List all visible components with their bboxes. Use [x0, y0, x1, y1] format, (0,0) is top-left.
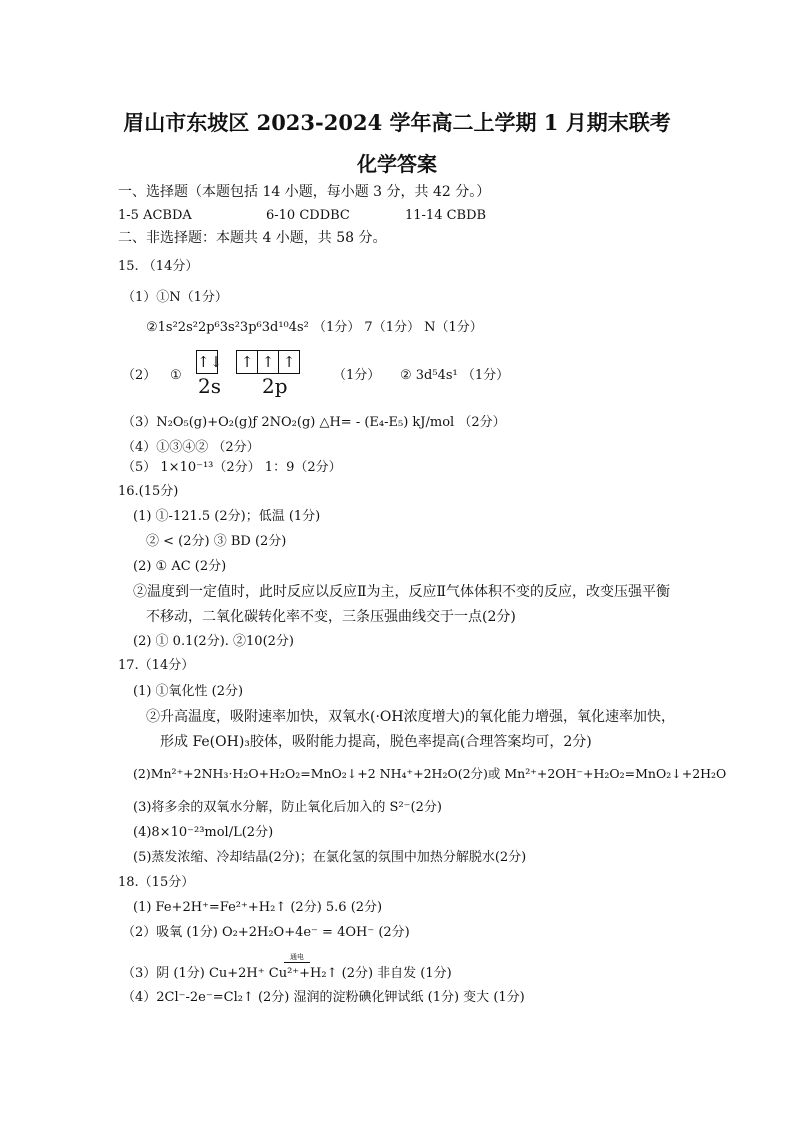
q15-line4: （3）N₂O₅(g)+O₂(g)ƒ 2NO₂(g) △H= - (E₄-E₅) kJ/mol （2分）: [122, 415, 506, 430]
q15-line3-circle1: ①: [170, 368, 182, 383]
q17-line6: (4)8×10⁻²³mol/L(2分): [133, 825, 274, 840]
q18-line3: （3）阴 (1分) Cu+2H⁺ Cu²⁺+H₂↑ (2分) 非自发 (1分): [122, 966, 452, 981]
q17-line2: ②升高温度，吸附速率加快，双氧水(·OH浓度增大)的氧化能力增强，氧化速率加快，: [146, 709, 676, 725]
q15-heading: 15. （14分）: [118, 259, 199, 274]
q15-line3-score: （1分）: [333, 368, 381, 383]
q15-line5: （4）①③④② （2分）: [122, 440, 260, 455]
q16-line5: 不移动，二氧化碳转化率不变，三条压强曲线交于一点(2分): [146, 609, 516, 625]
orbital-box-2p-2: ↑: [258, 350, 279, 374]
orbital-2p-label: 2p: [262, 374, 288, 398]
answers-11-14: 11-14 CBDB: [405, 208, 487, 223]
orbital-box-2s: ↑↓: [196, 350, 218, 374]
q16-line3: (2) ① AC (2分): [133, 559, 227, 574]
q17-line7: (5)蒸发浓缩、冷却结晶(2分)；在氯化氢的氛围中加热分解脱水(2分): [133, 850, 527, 865]
q17-heading: 17.（14分）: [118, 658, 195, 673]
answers-6-10: 6-10 CDDBC: [266, 208, 350, 223]
reaction-arrow-line: [284, 962, 310, 963]
q15-line6: （5） 1×10⁻¹³（2分） 1：9（2分）: [122, 460, 342, 475]
orbital-box-2p-3: ↑: [279, 350, 300, 374]
q18-line1: (1) Fe+2H⁺=Fe²⁺+H₂↑ (2分) 5.6 (2分): [133, 900, 383, 915]
page-subtitle: 化学答案: [357, 152, 437, 176]
q16-line4: ②温度到一定值时，此时反应以反应Ⅱ为主，反应Ⅱ气体体积不变的反应，改变压强平衡: [133, 584, 671, 600]
q16-line6: (2) ① 0.1(2分). ②10(2分): [133, 634, 294, 649]
q16-line2: ② < (2分) ③ BD (2分): [146, 534, 287, 549]
q18-line2: （2）吸氧 (1分) O₂+2H₂O+4e⁻ = 4OH⁻ (2分): [122, 925, 410, 940]
q15-line2: ②1s²2s²2p⁶3s²3p⁶3d¹⁰4s² （1分） 7（1分） N（1分）: [146, 320, 483, 335]
answers-1-5: 1-5 ACBDA: [118, 208, 192, 223]
orbital-2s: [196, 350, 223, 374]
q16-line1: (1) ①-121.5 (2分)；低温 (1分): [133, 509, 321, 524]
q15-line1: （1）①N（1分）: [122, 290, 228, 305]
q18-heading: 18.（15分）: [118, 875, 195, 890]
section2-heading: 二、非选择题：本题共 4 小题，共 58 分。: [118, 230, 387, 246]
orbital-2p: [236, 350, 300, 374]
q18-line4: （4）2Cl⁻-2e⁻=Cl₂↑ (2分) 湿润的淀粉碘化钾试纸 (1分) 变大 (1分): [122, 990, 525, 1005]
section1-heading: 一、选择题（本题包括 14 小题，每小题 3 分，共 42 分。）: [118, 184, 491, 200]
orbital-box-2p-1: ↑: [236, 350, 258, 374]
q15-line3-prefix: （2）: [122, 368, 157, 383]
q17-line5: (3)将多余的双氧水分解，防止氧化后加入的 S²⁻(2分): [133, 800, 442, 815]
q17-line1: (1) ①氧化性 (2分): [133, 684, 244, 699]
q15-line3-part2: ② 3d⁵4s¹ （1分）: [400, 368, 510, 383]
orbital-2s-label: 2s: [198, 374, 221, 398]
q16-heading: 16.(15分): [118, 484, 179, 499]
electrolysis-label: 通电: [290, 953, 304, 961]
q17-line3: 形成 Fe(OH)₃胶体，吸附能力提高，脱色率提高(合理答案均可，2分): [160, 734, 592, 750]
page-title: 眉山市东坡区 2023-2024 学年高二上学期 1 月期末联考: [123, 110, 671, 135]
q17-line4: (2)Mn²⁺+2NH₃·H₂O+H₂O₂=MnO₂↓+2 NH₄⁺+2H₂O(2分)或 Mn²⁺+2OH⁻+H₂O₂=MnO₂↓+2H₂O: [133, 766, 727, 781]
